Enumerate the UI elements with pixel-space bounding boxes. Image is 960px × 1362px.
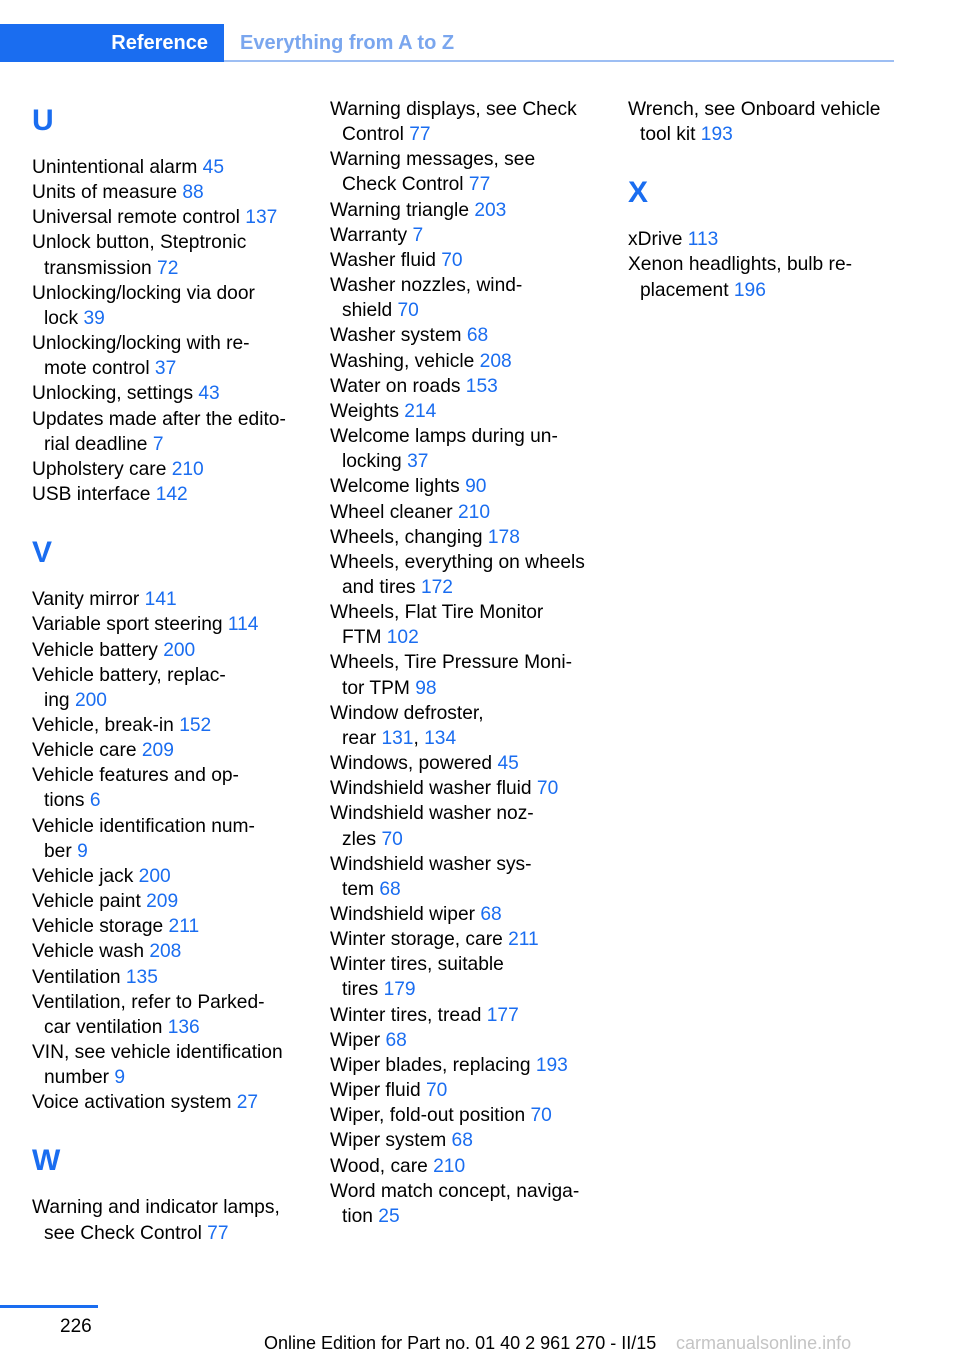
page-reference-link[interactable]: 77 — [207, 1222, 229, 1244]
page-reference-link[interactable]: 141 — [144, 589, 177, 611]
tab-reference: Reference — [0, 24, 224, 62]
entry-text: Weights — [330, 400, 405, 422]
entry-text: ing — [44, 689, 75, 711]
entry-text: Windshield washer noz- — [330, 803, 534, 825]
page-reference-link[interactable]: 208 — [149, 941, 182, 963]
entry-text: Voice activation system — [32, 1092, 237, 1114]
entry-text: placement — [640, 279, 734, 301]
entry-text: Unlocking, settings — [32, 383, 199, 405]
index-column-3 — [628, 97, 908, 303]
page-reference-link[interactable]: 7 — [152, 433, 164, 455]
entry-text: Vehicle paint — [32, 891, 147, 913]
entry-text: Upholstery care — [32, 458, 172, 480]
index-entry — [32, 381, 312, 406]
index-entry — [32, 457, 312, 482]
edition-note: Online Edition for Part no. 01 40 2 961 270 - II/15 — [264, 1333, 657, 1353]
entry-text: Wood, care — [330, 1155, 434, 1177]
page-header — [0, 24, 960, 62]
entry-text: Vehicle storage — [32, 916, 169, 938]
page-reference-link[interactable]: 7 — [412, 224, 424, 246]
entry-text: Vehicle features and op- — [32, 765, 239, 787]
page-reference-link[interactable]: 70 — [536, 778, 559, 800]
index-entry — [330, 97, 610, 147]
entry-text: Wiper fluid — [330, 1080, 426, 1102]
page-reference-link[interactable]: 177 — [486, 1004, 519, 1026]
index-entry — [330, 223, 610, 248]
entry-text: Windshield washer fluid — [330, 778, 537, 800]
page-reference-link[interactable]: 200 — [138, 865, 171, 887]
index-entry — [330, 927, 610, 952]
entry-text: Vehicle battery, replac- — [32, 664, 226, 686]
page-reference-link[interactable]: 137 — [245, 207, 278, 229]
entry-text: see Check Control — [44, 1222, 208, 1244]
index-entry — [32, 814, 312, 864]
page-reference-link[interactable]: 152 — [179, 714, 212, 736]
page-reference-link[interactable]: 25 — [378, 1205, 400, 1227]
entry-text: Xenon headlights, bulb re- — [628, 254, 853, 276]
index-entry — [330, 399, 610, 424]
page-reference-link[interactable]: 210 — [171, 458, 204, 480]
entry-text: Unlock button, Steptronic — [32, 232, 247, 254]
index-entry — [330, 525, 610, 550]
tab-everything-a-to-z: Everything from A to Z — [240, 31, 455, 54]
entry-text: xDrive — [628, 229, 688, 251]
entry-text: Word match concept, naviga- — [330, 1180, 580, 1202]
index-entry — [32, 155, 312, 180]
page-reference-link[interactable]: 178 — [487, 526, 520, 548]
index-entry — [32, 990, 312, 1040]
index-entry — [32, 763, 312, 813]
page-reference-link[interactable]: 45 — [497, 753, 519, 775]
entry-text: Units of measure — [32, 182, 183, 204]
page-reference-link[interactable]: 114 — [227, 614, 259, 636]
entry-text: shield — [342, 300, 398, 322]
index-entry — [32, 331, 312, 381]
entry-text: Vanity mirror — [32, 589, 145, 611]
entry-text: Vehicle battery — [32, 639, 164, 661]
index-entry — [330, 1154, 610, 1179]
page-reference-link[interactable]: 172 — [420, 576, 453, 598]
page-reference-link[interactable]: 68 — [466, 325, 489, 347]
entry-text: zles — [342, 828, 382, 850]
index-entry — [330, 147, 610, 197]
entry-text: tool kit — [640, 124, 701, 146]
index-entry — [330, 852, 610, 902]
entry-text: Unintentional alarm — [32, 157, 203, 178]
index-entry — [330, 550, 610, 600]
page-reference-link[interactable]: 88 — [182, 182, 204, 204]
page-reference-link[interactable]: 214 — [404, 400, 437, 422]
index-entry — [628, 252, 908, 302]
entry-text: Universal remote control — [32, 207, 246, 229]
index-entry — [330, 1003, 610, 1028]
entry-text: Check Control — [342, 174, 469, 196]
page-reference-link[interactable]: 6 — [89, 790, 101, 812]
entry-text: rial deadline — [44, 433, 153, 455]
page-reference-link[interactable]: 90 — [465, 476, 487, 498]
page-reference-link[interactable]: 200 — [163, 639, 196, 661]
page-reference-link[interactable]: 135 — [125, 966, 158, 988]
page-reference-link[interactable]: 68 — [379, 878, 401, 900]
index-column-1 — [32, 97, 312, 1246]
watermark: carmanualsonline.info — [676, 1333, 852, 1353]
page-reference-link[interactable]: 210 — [457, 501, 490, 523]
index-entry — [330, 374, 610, 399]
entry-text: Washer system — [330, 325, 467, 347]
page-reference-link[interactable]: 9 — [114, 1067, 126, 1089]
index-entry — [330, 474, 610, 499]
entry-text: transmission — [44, 257, 158, 279]
entry-text: Warranty — [330, 224, 413, 246]
entry-text: rear — [342, 727, 382, 749]
index-entry — [32, 889, 312, 914]
entry-text: number — [44, 1067, 115, 1089]
index-entry — [330, 952, 610, 1002]
page-reference-link[interactable]: 200 — [74, 689, 107, 711]
index-column-2 — [330, 97, 610, 1229]
index-entry — [330, 902, 610, 927]
index-entry — [32, 738, 312, 763]
page-reference-link[interactable]: 27 — [236, 1092, 259, 1114]
page-reference-link[interactable]: 142 — [155, 484, 188, 506]
entry-text: mote control — [44, 358, 155, 380]
index-entry — [330, 1179, 610, 1229]
index-letter-heading: X — [628, 176, 649, 210]
index-entry — [330, 801, 610, 851]
page-reference-link[interactable]: 153 — [465, 375, 498, 397]
page-reference-link[interactable]: 196 — [733, 279, 766, 301]
page-reference-link[interactable]: 43 — [198, 383, 220, 405]
page-reference-link[interactable]: 113 — [687, 229, 719, 251]
page-reference-link[interactable]: 70 — [530, 1105, 552, 1127]
index-entry — [330, 1078, 610, 1103]
index-letter-heading: W — [32, 1144, 61, 1178]
index-entry — [32, 914, 312, 939]
entry-text: ber — [44, 840, 78, 862]
entry-text: Unlocking/locking via door — [32, 282, 255, 304]
index-entry — [32, 939, 312, 964]
index-entry — [32, 205, 312, 230]
entry-text: Windshield wiper — [330, 904, 481, 925]
entry-text: Windshield washer sys- — [330, 853, 532, 875]
page-reference-link[interactable]: 209 — [146, 891, 179, 913]
entry-text: Washing, vehicle — [330, 350, 480, 372]
entry-text: tor TPM — [342, 677, 416, 699]
entry-text: Window defroster, — [330, 702, 484, 724]
entry-text: Washer fluid — [330, 249, 442, 271]
page-reference-link[interactable]: 203 — [474, 199, 507, 221]
entry-text: Control — [342, 124, 410, 146]
entry-text: Wiper system — [330, 1130, 452, 1152]
index-entry — [32, 612, 312, 637]
page-reference-link[interactable]: 72 — [157, 257, 179, 279]
index-entry — [32, 864, 312, 889]
entry-text: Wiper — [330, 1029, 386, 1051]
entry-text: Wheels, changing — [330, 526, 488, 548]
index-entry — [32, 230, 312, 280]
index-entry — [330, 600, 610, 650]
index-entry — [330, 349, 610, 374]
page-reference-link[interactable]: 210 — [433, 1155, 466, 1177]
entry-text: Winter tires, suitable — [330, 954, 504, 976]
entry-text: Wiper, fold-out position — [330, 1105, 531, 1127]
page-reference-link[interactable]: 211 — [168, 916, 200, 938]
index-entry — [32, 281, 312, 331]
index-entry: Window defroster, rear 131, 134 — [330, 702, 484, 749]
entry-text: Ventilation, refer to Parked- — [32, 991, 265, 1013]
entry-text: Warning triangle — [330, 199, 475, 221]
page-reference-link[interactable]: 136 — [167, 1016, 200, 1038]
header-rule — [224, 60, 894, 62]
index-entry — [330, 323, 610, 348]
entry-text: car ventilation — [44, 1016, 168, 1038]
entry-text: Warning messages, see — [330, 149, 536, 171]
entry-text: tem — [342, 878, 380, 900]
page-reference-link[interactable]: 131 — [381, 727, 414, 749]
index-letter-heading: U — [32, 104, 54, 137]
index-entry — [32, 638, 312, 663]
page-reference-link[interactable]: 70 — [381, 828, 403, 850]
entry-text: USB interface — [32, 484, 156, 506]
entry-text: Warning displays, see Check — [330, 99, 577, 120]
page-reference-link[interactable]: 70 — [397, 300, 419, 322]
index-entry — [628, 97, 908, 147]
page-reference-link[interactable]: 193 — [700, 124, 733, 146]
page-reference-link[interactable]: 68 — [480, 904, 502, 925]
entry-text: Warning and indicator lamps, — [32, 1197, 280, 1219]
index-entry — [32, 587, 312, 612]
page-reference-link[interactable]: 211 — [508, 929, 539, 951]
index-entry — [32, 180, 312, 205]
index-entry — [330, 273, 610, 323]
footer-rule — [0, 1305, 98, 1308]
page-reference-link[interactable]: 39 — [83, 307, 105, 329]
page-reference-link[interactable]: 70 — [441, 249, 463, 271]
entry-text: lock — [44, 307, 84, 329]
index-entry — [32, 965, 312, 990]
index-entry — [330, 248, 610, 273]
entry-text: Vehicle, break-in — [32, 714, 180, 736]
entry-text: Water on roads — [330, 375, 466, 397]
entry-text: tires — [342, 979, 384, 1001]
index-entry — [32, 1195, 312, 1245]
index-entry — [330, 1103, 610, 1128]
index-entry — [330, 1053, 610, 1078]
index-letter-heading: V — [32, 536, 53, 570]
entry-text: Windows, powered — [330, 753, 498, 775]
index-entry — [32, 407, 312, 457]
index-entry — [628, 227, 908, 252]
page-reference-link[interactable]: 77 — [409, 124, 431, 146]
entry-text: Unlocking/locking with re- — [32, 333, 250, 355]
entry-text: Wheels, Flat Tire Monitor — [330, 602, 544, 624]
index-entry — [330, 198, 610, 223]
page-number: 226 — [60, 1316, 92, 1337]
page-reference-link[interactable]: 193 — [535, 1054, 568, 1076]
index-entry — [32, 663, 312, 713]
entry-text: Welcome lamps during un- — [330, 426, 558, 448]
index-entry — [330, 776, 610, 801]
index-entry — [330, 650, 610, 700]
page-reference-link[interactable]: 37 — [407, 451, 429, 473]
entry-text: Wrench, see Onboard vehicle — [628, 99, 881, 120]
page-reference-link[interactable]: 68 — [451, 1130, 473, 1152]
entry-text: Welcome lights — [330, 476, 466, 498]
entry-text: and tires — [342, 576, 421, 598]
page-reference-link[interactable]: 68 — [385, 1029, 407, 1051]
index-entry — [330, 1028, 610, 1053]
entry-text: Vehicle care — [32, 740, 142, 762]
page-reference-link[interactable]: 209 — [141, 740, 174, 762]
index-entry — [330, 751, 610, 776]
index-entry — [32, 713, 312, 738]
index-entry — [330, 424, 610, 474]
entry-text: tion — [342, 1205, 379, 1227]
page-reference-link[interactable]: 208 — [479, 350, 512, 372]
page-reference-link[interactable]: 98 — [415, 677, 437, 699]
page-reference-link[interactable]: 102 — [386, 627, 419, 649]
index-entry — [32, 1040, 312, 1090]
entry-text: Washer nozzles, wind- — [330, 275, 523, 297]
page-reference-link[interactable]: 37 — [154, 358, 177, 380]
entry-text: FTM — [342, 627, 387, 649]
entry-text: Vehicle wash — [32, 941, 150, 963]
entry-text: Winter storage, care — [330, 929, 509, 951]
entry-text: Ventilation — [32, 966, 126, 988]
page-reference-link[interactable]: 179 — [383, 979, 416, 1001]
entry-text: Vehicle jack — [32, 865, 139, 887]
entry-text: Vehicle identification num- — [32, 815, 255, 837]
entry-text: Variable sport steering — [32, 614, 228, 636]
index-entry — [32, 482, 312, 507]
page-reference-link[interactable]: 77 — [468, 174, 491, 196]
entry-text: VIN, see vehicle identification — [32, 1042, 283, 1063]
index-entry — [32, 1090, 312, 1115]
entry-text: Winter tires, tread — [330, 1004, 487, 1026]
page-reference-link[interactable]: 45 — [202, 157, 224, 178]
entry-text: Wheels, Tire Pressure Moni- — [330, 652, 573, 674]
entry-text: locking — [342, 451, 408, 473]
index-entry — [330, 500, 610, 525]
index-entry — [330, 1128, 610, 1153]
page-reference-link[interactable]: 70 — [425, 1080, 448, 1102]
entry-text: Updates made after the edito- — [32, 408, 286, 430]
page-reference-link[interactable]: 134 — [424, 727, 457, 749]
page-reference-link[interactable]: 9 — [77, 840, 88, 862]
entry-text: Wheels, everything on wheels — [330, 551, 585, 573]
entry-text: Wheel cleaner — [330, 501, 458, 523]
entry-text: Wiper blades, replacing — [330, 1054, 536, 1076]
entry-text: tions — [44, 790, 90, 812]
